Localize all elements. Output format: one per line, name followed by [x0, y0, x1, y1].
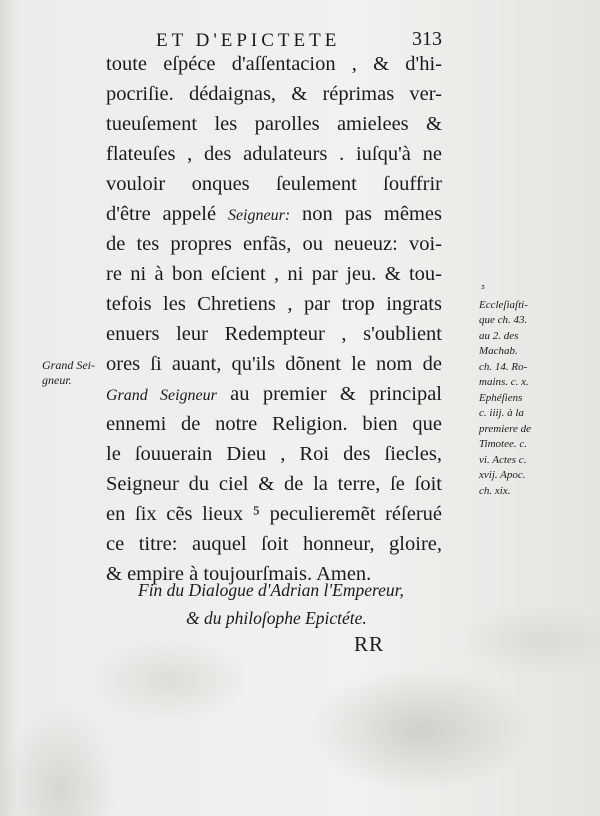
text-line: [106, 202, 442, 228]
margin-line: c. iiij. à la: [479, 407, 524, 419]
page-number: 313: [412, 28, 442, 50]
text-line: re ni à bon eſcient , ni par jeu. & tou-: [106, 263, 442, 285]
text-line: [106, 382, 442, 408]
margin-line: gneur.: [42, 373, 72, 387]
text-line: ce titre: auquel ſoit honneur, gloire,: [106, 533, 442, 555]
margin-line: mains. c. x.: [479, 376, 529, 388]
text-segment: non pas mêmes: [290, 203, 442, 225]
margin-line: Eccleſiaſti-: [479, 298, 528, 311]
margin-line: Ephéſiens: [479, 391, 523, 404]
text-line: toute eſpéce d'aſſentacion , & d'hi-: [106, 53, 442, 75]
signature-mark: RR: [354, 632, 385, 656]
text-line: pocriſie. dédaignas, & réprimas ver-: [106, 83, 442, 105]
margin-line: xvij. Apoc.: [479, 469, 526, 481]
text-line: de tes propres enfãs, ou neueuz: voi-: [106, 233, 442, 255]
margin-line: ch. xix.: [479, 484, 511, 497]
margin-line: Timotee. c.: [479, 438, 527, 450]
text-line: tueuſement les parolles amielees &: [106, 113, 442, 135]
running-title: ET D'EPICTETE: [156, 30, 341, 51]
left-marginal-note: [42, 358, 104, 388]
text-line: Seigneur du ciel & de la terre, ſe ſoit: [106, 473, 442, 495]
right-marginal-note: [479, 282, 545, 499]
margin-line: premiere de: [479, 422, 532, 435]
margin-line: Grand Sei-: [42, 358, 95, 372]
text-line: & empire à toujourſmais. Amen.: [106, 563, 372, 585]
margin-line: ⁵: [481, 283, 485, 295]
closing-line: & du philoſophe Epictéte.: [186, 608, 367, 628]
text-segment: d'être appelé: [106, 203, 228, 225]
margin-line: Machab.: [479, 345, 518, 357]
text-line: enuers leur Redempteur , s'oublient: [106, 323, 442, 345]
margin-line: au 2. des: [479, 329, 519, 342]
text-line: en ſix cẽs lieux ⁵ peculieremẽt réſerué: [106, 503, 442, 525]
text-segment: au premier & principal: [216, 383, 442, 405]
text-line: vouloir onques ſeulement ſouffrir: [106, 173, 442, 195]
text-line: ennemi de notre Religion. bien que: [106, 413, 442, 435]
margin-line: que ch. 43.: [479, 314, 528, 326]
margin-line: vi. Actes c.: [479, 453, 527, 466]
margin-line: ch. 14. Ro-: [479, 360, 528, 373]
text-line: le ſouuerain Dieu , Roi des ſiecles,: [106, 443, 442, 465]
text-line: tefois les Chretiens , par trop ingrats: [106, 293, 442, 315]
text-line: ores ſi auant, qu'ils dõnent le nom de: [106, 353, 442, 375]
text-line: flateuſes , des adulateurs . iuſqu'à ne: [106, 143, 442, 165]
italic-term: Seigneur:: [227, 207, 291, 224]
italic-term: Grand Seigneur: [106, 387, 217, 404]
closing-line: Fin du Dialogue d'Adrian l'Empereur,: [138, 580, 404, 600]
